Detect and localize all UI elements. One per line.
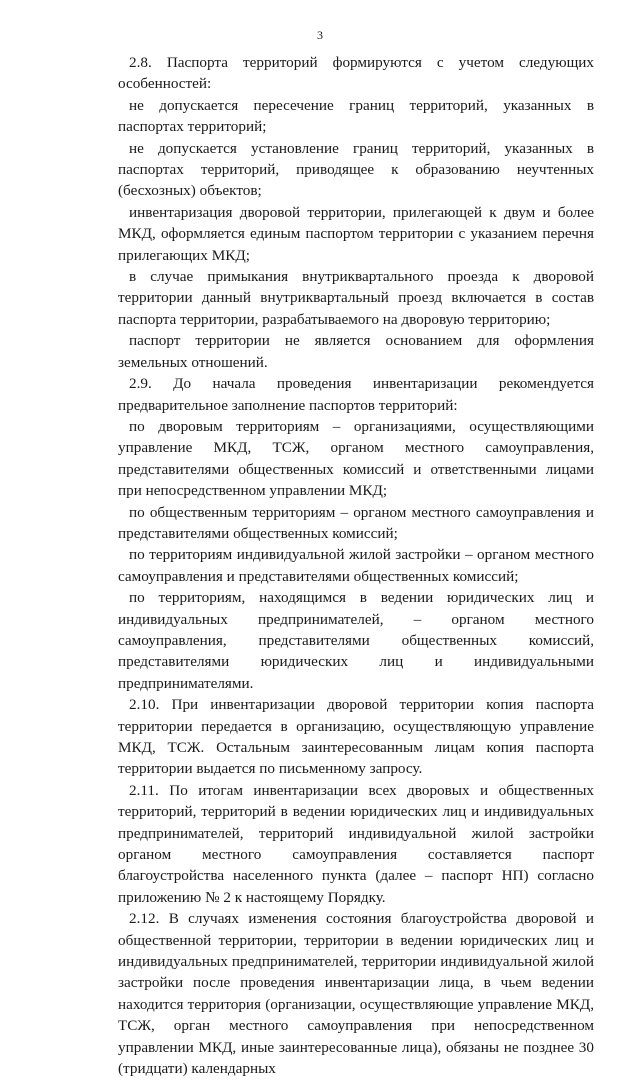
paragraph-item: инвентаризация дворовой территории, прилегающей к двум и более МКД, оформляется единым паспортом территории с указанием перечня прилегающих МКД;: [118, 203, 594, 264]
page-number: 3: [317, 28, 323, 42]
paragraph-item: не допускается установление границ территорий, указанных в паспортах территорий, приводящее к образованию неучтенных (бесхозных) объектов;: [118, 139, 594, 200]
paragraph-item: в случае примыкания внутриквартального проезда к дворовой территории данный внутриквартальный проезд включается в состав паспорта территории, разрабатываемого на дворовую территорию;: [118, 268, 594, 328]
paragraph-2-9: 2.9. До начала проведения инвентаризации рекомендуется предварительное заполнение паспортов территорий:: [118, 375, 594, 414]
paragraph-item: по территориям индивидуальной жилой застройки – органом местного самоуправления и представителями общественных комиссий;: [118, 546, 594, 585]
paragraph-2-12: 2.12. В случаях изменения состояния благоустройства дворовой и общественной территории, территории в ведении юридических лиц и индивидуальных предпринимателей, территории индивидуальной жилой застройки после проведения инвентаризации лица, в чьем ведении находится территория (организации, осуществляющие управление МКД, ТСЖ, орган местного самоуправления при непосредственном управлении МКД, иные заинтересованные лица), обязаны не позднее 30 (тридцати) календарных: [118, 910, 594, 1078]
paragraph-2-8: 2.8. Паспорта территорий формируются с учетом следующих особенностей:: [118, 54, 594, 93]
paragraph-item: по общественным территориям – органом местного самоуправления и представителями общественных комиссий;: [118, 503, 594, 542]
paragraph-item: паспорт территории не является основанием для оформления земельных отношений.: [118, 332, 594, 371]
paragraph-2-11: 2.11. По итогам инвентаризации всех дворовых и общественных территорий, территорий в ведении юридических лиц и индивидуальных предпринимателей, территорий индивидуальной жилой застройки органом местного самоуправления составляется паспорт благоустройства населенного пункта (далее – паспорт НП) согласно приложению № 2 к настоящему Порядку.: [118, 781, 594, 906]
paragraph-item: не допускается пересечение границ территорий, указанных в паспортах территорий;: [118, 96, 594, 136]
paragraph-2-10: 2.10. При инвентаризации дворовой территории копия паспорта территории передается в организацию, осуществляющую управление МКД, ТСЖ. Остальным заинтересованным лицам копия паспорта территории выдается по письменному запросу.: [118, 696, 594, 778]
document-body: [118, 52, 594, 1080]
paragraph-item: по территориям, находящимся в ведении юридических лиц и индивидуальных предпринимателей, – органом местного самоуправления, представителями общественных комиссий, представителями юридических лиц и индивидуальными предпринимателями.: [118, 589, 594, 692]
paragraph-item: по дворовым территориям – организациями, осуществляющими управление МКД, ТСЖ, органом местного самоуправления, представителями общественных комиссий и ответственными лицами при непосредственном управлении МКД;: [118, 417, 594, 500]
